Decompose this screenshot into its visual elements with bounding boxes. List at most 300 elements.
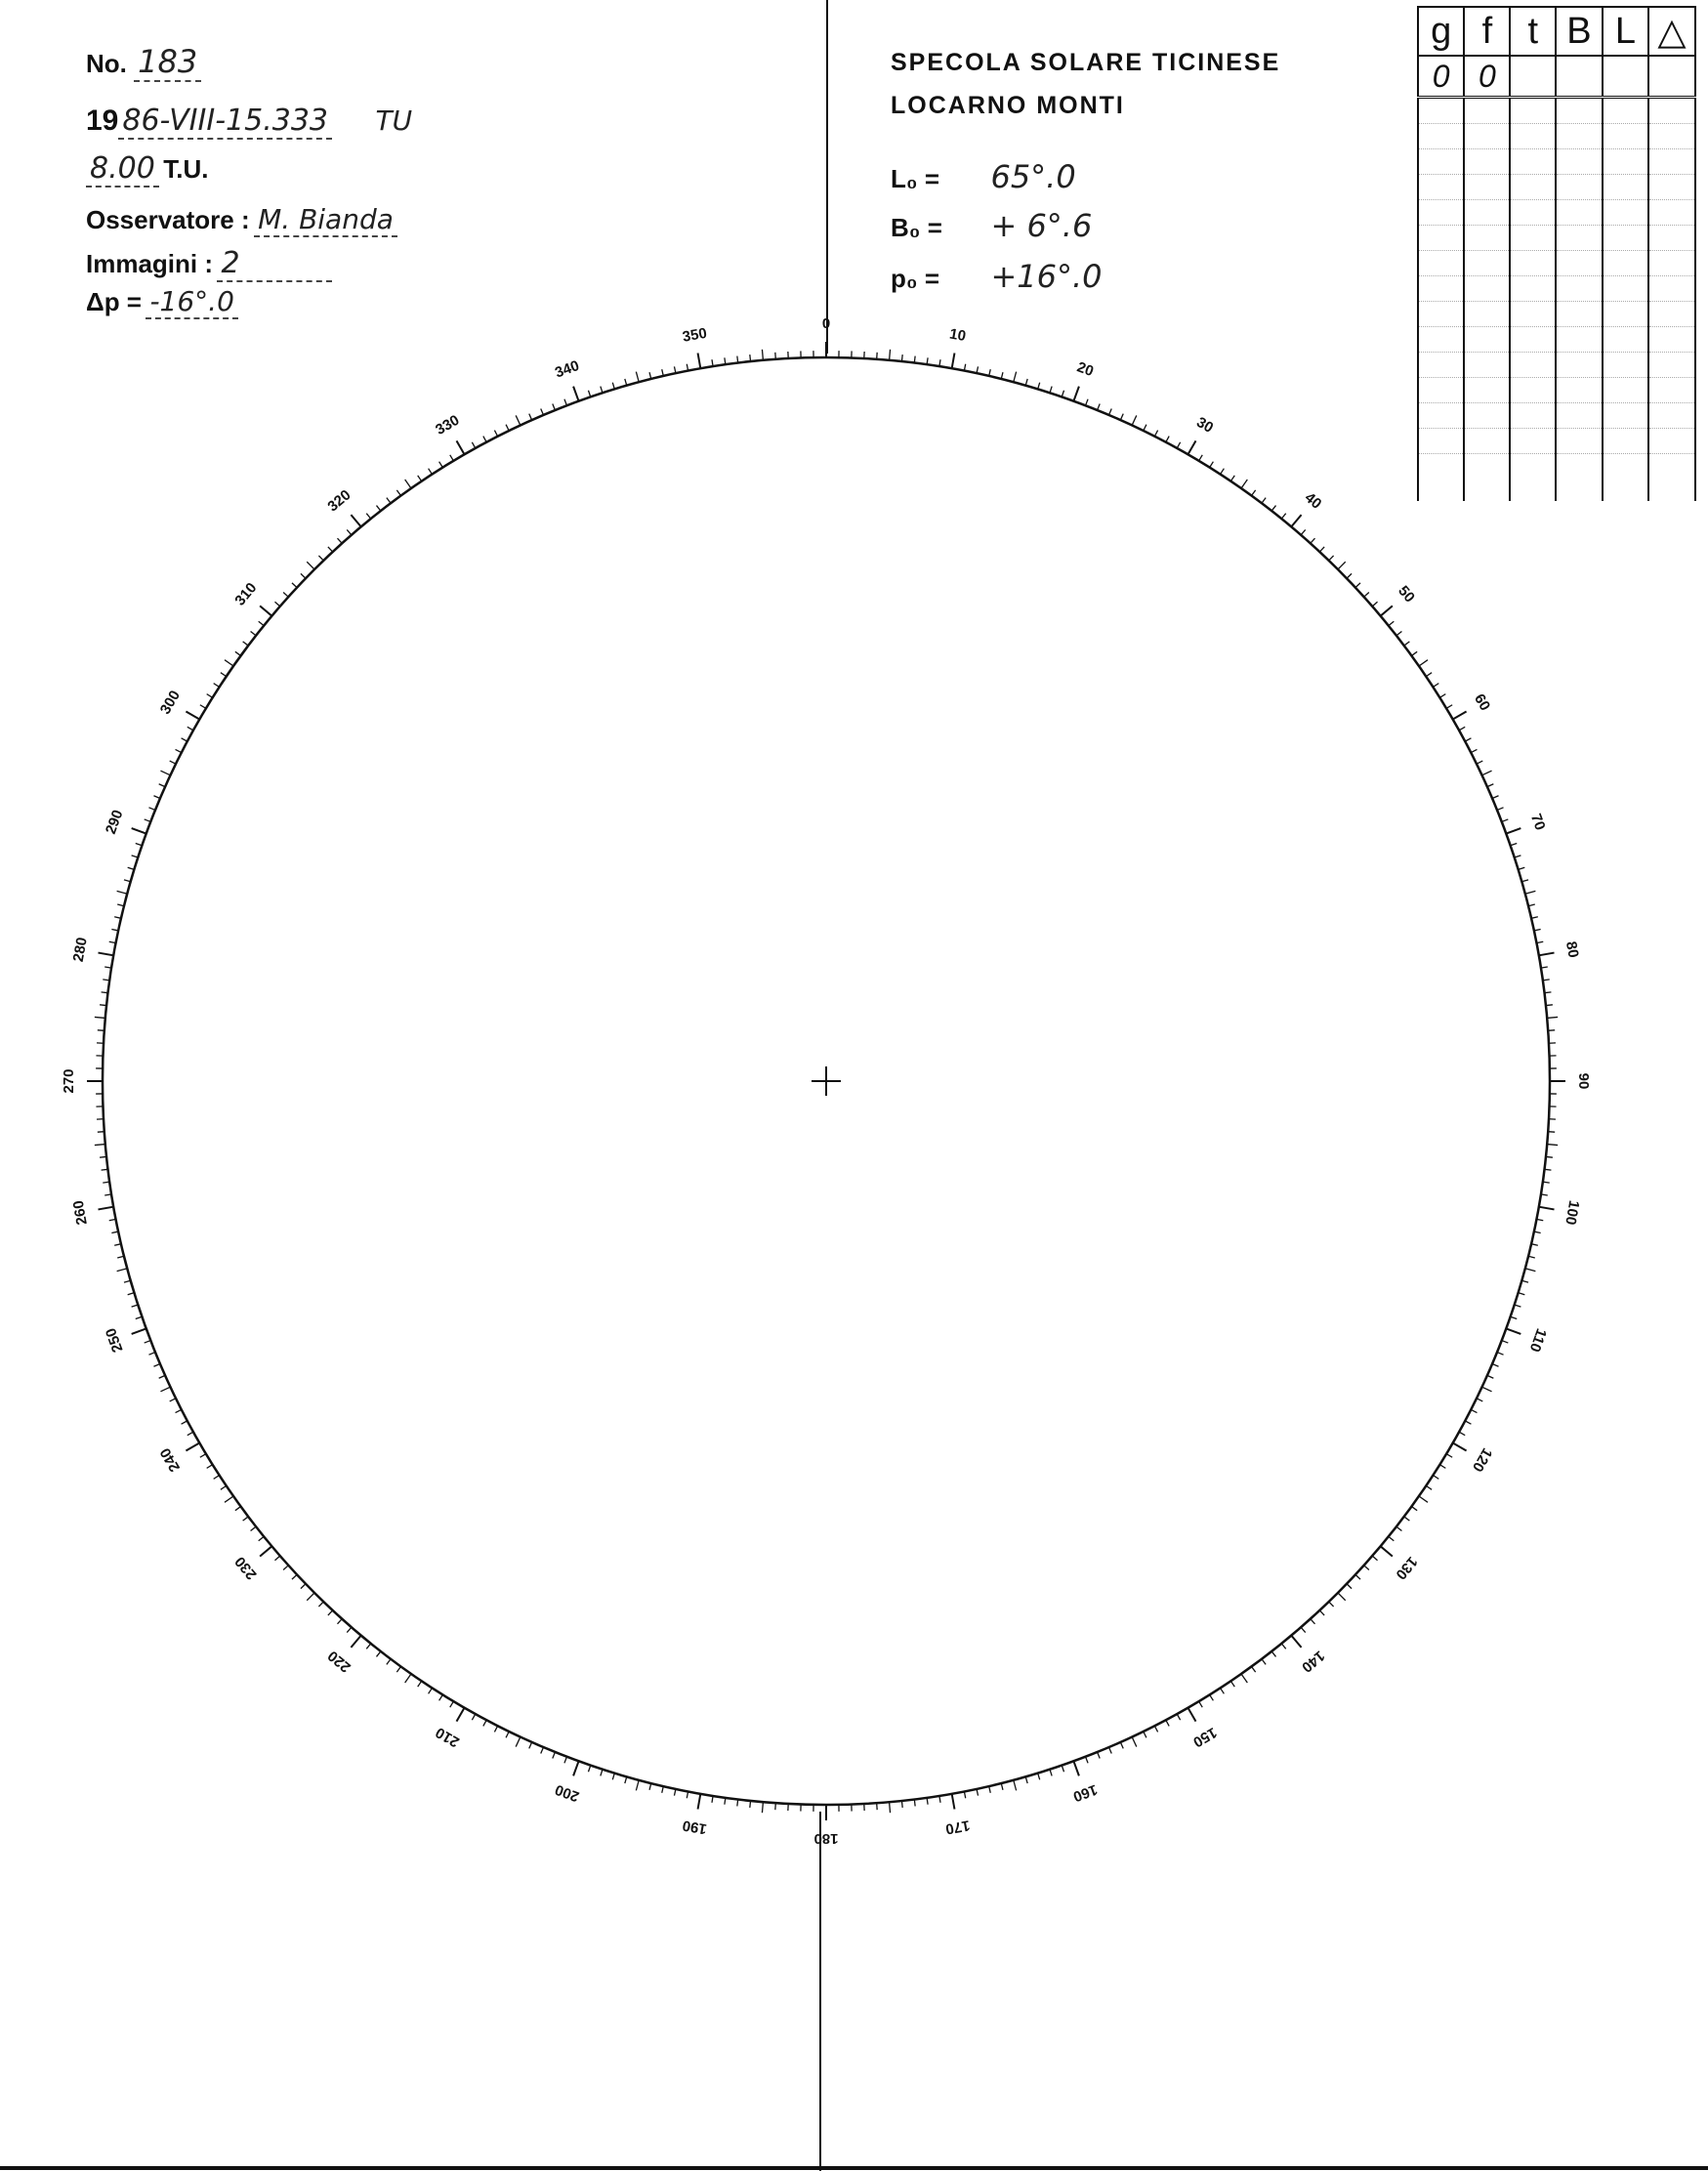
scale-tick (1511, 1316, 1518, 1318)
scale-tick (1252, 490, 1256, 496)
scale-tick (914, 1799, 915, 1806)
scale-tick (588, 391, 590, 397)
scale-tick (1446, 1454, 1452, 1458)
images-label: Immagini : (86, 249, 214, 278)
scale-tick (1492, 1364, 1498, 1367)
scale-tick (1210, 1694, 1214, 1700)
scale-tick (100, 1156, 106, 1157)
scale-label: 250 (102, 1325, 127, 1355)
scale-tick (1120, 1742, 1123, 1748)
scale-tick (1497, 808, 1503, 811)
scale-tick (1433, 1476, 1438, 1480)
scale-tick (901, 1801, 902, 1808)
scale-tick (318, 556, 323, 561)
scale-tick (260, 605, 271, 615)
scale-tick (1404, 642, 1410, 646)
scale-tick (405, 1674, 411, 1683)
scale-tick (1355, 1574, 1360, 1579)
scale-tick (573, 387, 578, 401)
scale-tick (1001, 372, 1003, 379)
scale-tick (318, 1602, 323, 1607)
scale-tick (1471, 749, 1477, 752)
scale-tick (1506, 828, 1521, 833)
scale-tick (553, 403, 556, 409)
scale-tick (588, 1766, 590, 1773)
scale-tick (145, 1341, 151, 1344)
scale-tick (337, 1619, 342, 1624)
scale-label: 100 (1562, 1198, 1583, 1227)
scale-tick (737, 1799, 738, 1806)
scale-tick (1109, 408, 1112, 414)
scale-tick (1521, 880, 1528, 882)
scale-tick (1177, 442, 1180, 448)
scale-label: 80 (1562, 939, 1582, 960)
scale-tick (132, 1305, 139, 1307)
scale-tick (516, 415, 521, 425)
scale-tick (1528, 1256, 1535, 1258)
scale-tick (1453, 712, 1467, 720)
scale-label: 0 (821, 314, 831, 332)
scale-tick (136, 1316, 143, 1318)
scale-tick (1014, 1780, 1017, 1791)
scale-tick (396, 490, 400, 496)
scale-tick (1329, 556, 1334, 561)
scale-label: 320 (324, 486, 354, 516)
scale-tick (1038, 383, 1040, 390)
scale-tick (1453, 1443, 1467, 1451)
scale-tick (1241, 480, 1247, 488)
scale-tick (674, 1789, 675, 1796)
scale-tick (176, 1409, 182, 1412)
scale-tick (111, 929, 118, 930)
scale-tick (100, 1005, 106, 1006)
scale-tick (1477, 1399, 1482, 1401)
scale-tick (1497, 1353, 1503, 1356)
scale-tick (221, 673, 227, 677)
scale-tick (99, 953, 114, 956)
scale-tick (159, 784, 165, 787)
scale-tick (1364, 592, 1369, 597)
scale-tick (429, 469, 433, 475)
scale-tick (662, 1786, 664, 1793)
scale-label: 160 (1070, 1780, 1100, 1806)
scale-tick (274, 1556, 279, 1561)
scale-tick (952, 354, 955, 369)
scale-tick (176, 749, 182, 752)
scale-tick (1230, 476, 1234, 481)
scale-tick (1355, 583, 1360, 588)
scale-tick (187, 727, 193, 730)
scale-tick (200, 705, 206, 709)
scale-label: 300 (156, 688, 184, 718)
table-header-delta: △ (1648, 7, 1695, 56)
scale-label: 200 (553, 1780, 582, 1806)
scale-label: 350 (681, 324, 709, 346)
scale-tick (235, 1507, 241, 1511)
scale-tick (1014, 372, 1017, 383)
scale-tick (1347, 1584, 1352, 1589)
scale-tick (1372, 1556, 1377, 1561)
scale-tick (124, 1280, 131, 1282)
scale-tick (649, 1783, 651, 1790)
scale-tick (1132, 415, 1137, 425)
scale-tick (1534, 929, 1541, 930)
scale-tick (351, 1636, 360, 1648)
scale-tick (1319, 547, 1324, 552)
scale-tick (418, 476, 422, 481)
scale-tick (662, 369, 664, 376)
scale-tick (95, 1017, 105, 1018)
scale-tick (977, 366, 978, 373)
scale-tick (1502, 1341, 1509, 1344)
scale-tick (625, 1776, 627, 1783)
scale-tick (102, 992, 108, 993)
scale-tick (214, 684, 220, 688)
scale-tick (1547, 1017, 1558, 1018)
date-suffix: TU (375, 104, 413, 137)
scale-tick (1539, 953, 1555, 956)
scale-tick (1531, 1244, 1538, 1246)
scale-tick (612, 1774, 614, 1780)
scale-tick (952, 1794, 955, 1810)
scale-tick (1502, 819, 1509, 822)
scale-tick (1546, 1156, 1553, 1157)
scale-tick (1281, 514, 1285, 519)
scale-tick (1439, 1465, 1445, 1469)
table-header-f: f (1464, 7, 1510, 56)
scale-label: 110 (1525, 1325, 1550, 1355)
scale-tick (1109, 1747, 1112, 1753)
scale-tick (1166, 437, 1169, 442)
scale-tick (1411, 1507, 1417, 1511)
scale-tick (1221, 1688, 1225, 1693)
scale-tick (207, 1465, 213, 1469)
scale-tick (1188, 1708, 1196, 1722)
scale-tick (1086, 399, 1089, 406)
scale-tick (1001, 1783, 1003, 1790)
scale-label: 220 (324, 1647, 354, 1676)
scale-tick (541, 1747, 544, 1753)
scale-tick (114, 917, 121, 919)
scale-tick (160, 1387, 170, 1392)
scale-tick (649, 372, 651, 379)
scale-tick (153, 796, 159, 799)
scale-tick (1426, 673, 1432, 677)
scale-label: 230 (231, 1553, 261, 1583)
scale-tick (1132, 1737, 1137, 1747)
scale-tick (1062, 391, 1063, 397)
scale-tick (351, 515, 360, 526)
scale-tick (1389, 1536, 1394, 1540)
scale-tick (1025, 379, 1027, 386)
scale-tick (494, 431, 497, 437)
scale-tick (1281, 1644, 1285, 1649)
scale-tick (1511, 843, 1518, 845)
scale-tick (1271, 506, 1275, 512)
delta-p-label: Δp = (86, 287, 142, 316)
scale-tick (636, 1780, 639, 1791)
delta-p-value: -16°.0 (146, 285, 237, 319)
scale-tick (243, 642, 249, 646)
scale-tick (1319, 1610, 1324, 1615)
scale-tick (328, 547, 333, 552)
scale-tick (347, 1627, 352, 1632)
scale-tick (132, 856, 139, 857)
scale-tick (301, 573, 306, 578)
scale-tick (564, 399, 567, 406)
scale-tick (1230, 1681, 1234, 1687)
scale-tick (1439, 694, 1445, 698)
scale-tick (376, 1651, 380, 1657)
scale-tick (1338, 1593, 1346, 1601)
scale-tick (762, 350, 763, 360)
scale-tick (1426, 1485, 1432, 1489)
table-header-l: L (1603, 7, 1648, 56)
scale-tick (450, 1701, 454, 1707)
scale-tick (1221, 469, 1225, 475)
scale-tick (1199, 455, 1203, 461)
scale-tick (214, 1476, 220, 1480)
scale-tick (283, 592, 288, 597)
scale-tick (117, 1256, 124, 1258)
scale-tick (260, 1546, 271, 1556)
scale-tick (698, 354, 701, 369)
scale-tick (1539, 1207, 1555, 1210)
scale-tick (128, 867, 135, 869)
scale-tick (292, 583, 297, 588)
scale-tick (225, 1496, 233, 1502)
scale-label: 260 (69, 1198, 91, 1227)
scale-tick (170, 761, 176, 764)
scale-tick (636, 372, 639, 383)
scale-tick (366, 514, 370, 519)
scale-tick (494, 1726, 497, 1732)
scale-tick (612, 383, 614, 390)
scale-label: 140 (1298, 1647, 1328, 1676)
date-prefix: 19 (86, 104, 119, 137)
institution-line2: LOCARNO MONTI (891, 92, 1125, 119)
scale-tick (148, 1353, 154, 1356)
scale-tick (1528, 904, 1535, 906)
ephemeris-p0-label: p₀ = (891, 264, 940, 293)
scale-tick (1525, 891, 1536, 894)
scale-tick (1519, 867, 1525, 869)
scale-tick (1154, 1726, 1157, 1732)
scale-tick (182, 1421, 187, 1424)
scale-tick (117, 904, 124, 906)
scale-tick (159, 1375, 165, 1378)
scale-tick (472, 442, 475, 448)
scale-tick (376, 506, 380, 512)
scale-tick (1465, 738, 1471, 741)
scale-tick (573, 1761, 578, 1775)
scale-tick (1291, 515, 1301, 526)
scale-tick (483, 437, 486, 442)
scale-tick (625, 379, 627, 386)
table-cell-f: 0 (1464, 56, 1510, 98)
scale-tick (1515, 1305, 1521, 1307)
scale-label: 90 (1575, 1072, 1593, 1090)
scale-tick (128, 1293, 135, 1295)
scale-tick (1166, 1720, 1169, 1726)
scale-tick (698, 1794, 701, 1810)
scale-tick (1241, 1674, 1247, 1683)
scale-tick (200, 1454, 206, 1458)
scale-label: 330 (433, 411, 463, 438)
scale-tick (1506, 1328, 1521, 1333)
scale-tick (977, 1789, 978, 1796)
scale-label: 280 (69, 936, 91, 964)
scale-tick (337, 538, 342, 543)
scale-tick (601, 387, 603, 394)
scale-tick (1262, 498, 1266, 504)
scale-tick (1188, 440, 1196, 454)
observer-value: M. Bianda (254, 203, 397, 237)
scale-tick (292, 1574, 297, 1579)
scale-tick (307, 1593, 314, 1601)
scale-tick (1544, 992, 1551, 993)
scale-label: 210 (433, 1724, 463, 1751)
scale-tick (1515, 856, 1521, 857)
table-header-b: B (1556, 7, 1603, 56)
scale-tick (506, 1732, 509, 1737)
scale-tick (1098, 403, 1101, 409)
scale-tick (1381, 605, 1393, 615)
scale-tick (259, 621, 264, 625)
scale-tick (1050, 387, 1052, 394)
scale-tick (1311, 1619, 1315, 1624)
scale-tick (1199, 1701, 1203, 1707)
scale-tick (1329, 1602, 1334, 1607)
scale-tick (516, 1737, 521, 1747)
scale-tick (457, 1708, 465, 1722)
scale-tick (251, 631, 257, 635)
observer-label: Osservatore : (86, 205, 250, 234)
scale-tick (1544, 1169, 1551, 1170)
ephemeris-b0-label: B₀ = (891, 213, 942, 242)
scale-tick (1252, 1666, 1256, 1672)
scale-tick (117, 1269, 128, 1272)
scale-tick (243, 1517, 249, 1521)
scale-tick (405, 480, 411, 488)
scale-tick (347, 529, 352, 534)
scale-label: 310 (231, 579, 261, 609)
scale-tick (1271, 1651, 1275, 1657)
scale-tick (1038, 1774, 1040, 1780)
scale-tick (307, 562, 314, 569)
scale-tick (1465, 1421, 1471, 1424)
scale-tick (160, 771, 170, 775)
scale-tick (1433, 684, 1438, 688)
scale-tick (186, 1443, 199, 1451)
scale-tick (1291, 1636, 1301, 1648)
scale-tick (117, 891, 128, 894)
scale-tick (1381, 1546, 1393, 1556)
scale-tick (1519, 1293, 1525, 1295)
number-label: No. (86, 49, 127, 78)
scale-tick (366, 1644, 370, 1649)
scale-tick (439, 462, 443, 468)
scale-label: 40 (1301, 489, 1325, 513)
scale-tick (1531, 917, 1538, 919)
scale-label: 170 (943, 1816, 972, 1838)
scale-tick (136, 843, 143, 845)
scale-tick (1177, 1714, 1180, 1720)
scale-tick (99, 1207, 114, 1210)
time-label: T.U. (163, 154, 209, 184)
scale-tick (387, 498, 391, 504)
scale-tick (1396, 1526, 1402, 1530)
scale-label: 340 (553, 356, 582, 382)
scale-tick (235, 651, 241, 655)
time-value: 8.00 (86, 151, 159, 188)
scale-tick (1521, 1280, 1528, 1282)
scale-tick (1372, 602, 1377, 606)
scale-tick (1262, 1659, 1266, 1665)
scale-tick (1482, 771, 1492, 775)
scale-tick (1547, 1145, 1558, 1146)
institution-line1: SPECOLA SOLARE TICINESE (891, 49, 1281, 76)
scale-label: 150 (1189, 1724, 1220, 1751)
scale-tick (186, 712, 199, 720)
scale-tick (387, 1659, 391, 1665)
scale-tick (1411, 651, 1417, 655)
scale-tick (1482, 1387, 1492, 1392)
scale-tick (1487, 784, 1493, 787)
scale-tick (132, 828, 146, 833)
scale-tick (328, 1610, 333, 1615)
ephemeris-l0-value: 65°.0 (990, 158, 1076, 195)
scale-label: 240 (156, 1444, 184, 1475)
scale-tick (145, 819, 151, 822)
scale-tick (1120, 414, 1123, 420)
scale-tick (529, 1742, 532, 1748)
scale-tick (251, 1526, 257, 1530)
scale-tick (1471, 1409, 1477, 1412)
scale-tick (182, 738, 187, 741)
scale-tick (225, 660, 233, 666)
scale-tick (170, 1399, 176, 1401)
table-header-g: g (1418, 7, 1464, 56)
scale-tick (1098, 1752, 1101, 1758)
scale-tick (1487, 1375, 1493, 1378)
scale-tick (1364, 1566, 1369, 1570)
scale-label: 290 (102, 808, 127, 837)
scale-tick (483, 1720, 486, 1726)
scale-tick (114, 1244, 121, 1246)
scale-label: 20 (1074, 358, 1096, 381)
scale-tick (1025, 1776, 1027, 1783)
number-value: 183 (134, 43, 201, 82)
scale-label: 50 (1395, 582, 1418, 606)
scale-tick (1154, 431, 1157, 437)
scale-tick (1301, 1627, 1306, 1632)
scale-tick (750, 1801, 751, 1808)
scale-tick (259, 1536, 264, 1540)
scale-tick (989, 369, 991, 376)
scale-tick (890, 1802, 891, 1813)
scale-tick (153, 1364, 159, 1367)
scale-tick (564, 1757, 567, 1764)
scale-tick (148, 808, 154, 811)
scale-tick (221, 1485, 227, 1489)
scale-tick (1477, 761, 1482, 764)
scale-tick (914, 356, 915, 363)
scale-label: 70 (1526, 812, 1549, 833)
scale-tick (890, 350, 891, 360)
images-value: 2 (217, 246, 332, 282)
scale-tick (418, 1681, 422, 1687)
